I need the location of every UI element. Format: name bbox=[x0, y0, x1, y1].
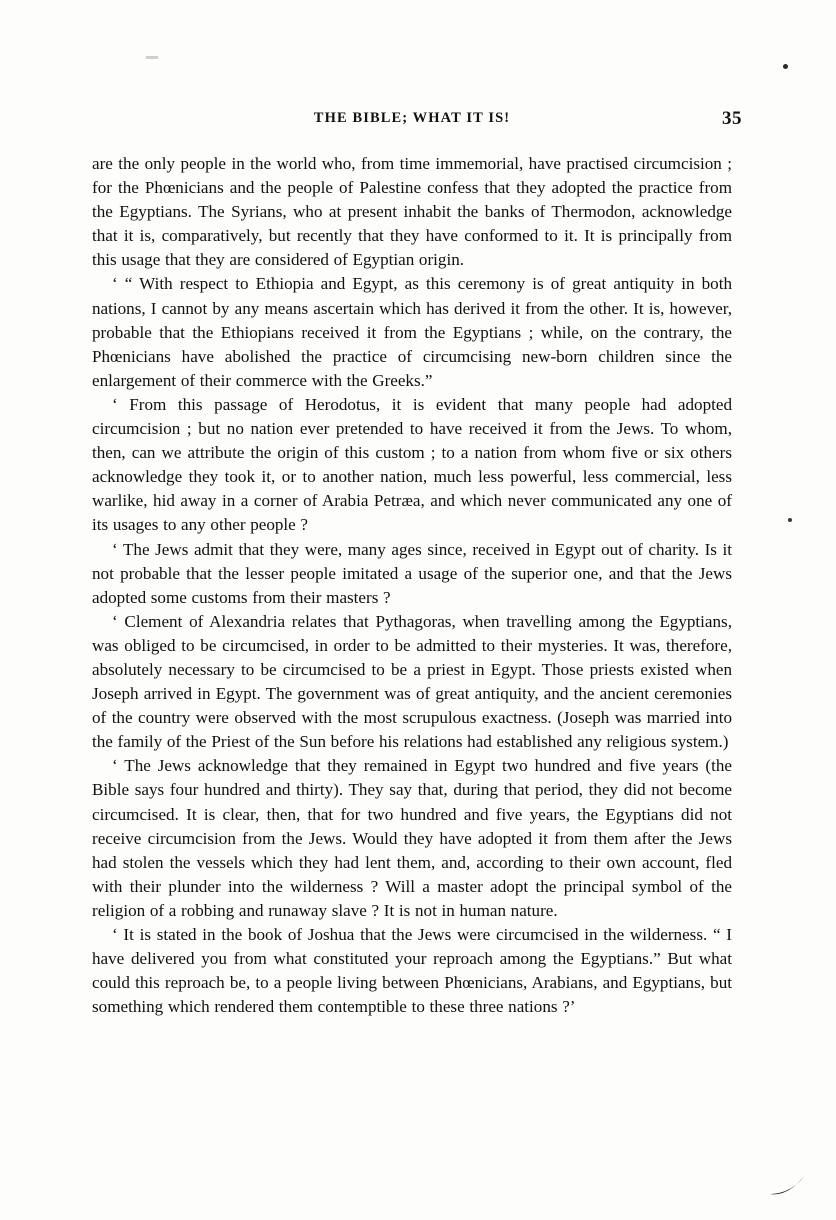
page-scan-artifact-top-right bbox=[783, 64, 788, 69]
paragraph: ‘ “ With respect to Ethiopia and Egypt, as this ceremony is of great antiquity in both nations, I cannot by any means ascertain which has derived it from the other. It is, however, probable that the Ethiopians received it from the Egyptians ; while, on the contrary, the Phœnicians have abolished the practice of circumcising new-born children since the enlargement of their commerce with the Greeks.” bbox=[92, 274, 732, 390]
page-number: 35 bbox=[722, 108, 742, 129]
paragraph: ‘ It is stated in the book of Joshua that the Jews were circumcised in the wilderness. “ I have delivered you from what constituted your reproach among the Egyptians.” But what could this reproach be, to a people living between Phœnicians, Arabians, and Egyptians, but something which rendered them contemptible to these three nations ?’ bbox=[92, 925, 732, 1017]
paragraph: ‘ From this passage of Herodotus, it is evident that many people had adopted circumcision ; but no nation ever pretended to have received it from the Jews. To whom, then, can we attribute the origin of this custom ; to a nation from whom five or six others acknowledge they took it, or to another nation, much less powerful, less commercial, less warlike, hid away in a corner of Arabia Petræa, and which never communicated any one of its usages to any other people ? bbox=[92, 394, 732, 535]
paragraph: ‘ Clement of Alexandria relates that Pythagoras, when travelling among the Egyptians, was obliged to be circumcised, in order to be admitted to their mysteries. It was, therefore, absolutely necessary to be circumcised to be a priest in Egypt. Those priests existed when Joseph arrived in Egypt. The government was of great antiquity, and the ancient ceremonies of the country were observed with the most scrupulous exactness. (Joseph was married into the family of the Priest of the Sun before his relations had established any religious system.) bbox=[92, 611, 732, 752]
paragraph: ‘ The Jews admit that they were, many ages since, received in Egypt out of charity. Is it not probable that the lesser people imitated a usage of the superior one, and that the Jews adopted some customs from their masters ? bbox=[92, 539, 732, 607]
paragraph: are the only people in the world who, from time immemorial, have practised circumcision ; for the Phœnicians and the people of Palestine confess that they adopted the practice from the Egyptians. The Syrians, who at present inhabit the banks of Thermodon, acknowledge that it is, comparatively, but recently that they have conformed to it. It is principally from this usage that they are considered of Egyptian origin. bbox=[92, 154, 732, 270]
page-scan-artifact-top-left bbox=[146, 56, 158, 59]
corner-flourish-icon bbox=[768, 1172, 808, 1198]
page-content bbox=[92, 108, 742, 1019]
paragraph: ‘ The Jews acknowledge that they remained in Egypt two hundred and five years (the Bible says four hundred and thirty). They say that, during that period, they did not become circumcised. It is clear, then, that for two hundred and five years, the Egyptians did not receive circumcision from the Jews. Would they have adopted it from them after the Jews had stolen the vessels which they had lent them, and, according to their own account, fled with their plunder into the wilderness ? Will a master adopt the principal symbol of the religion of a robbing and runaway slave ? It is not in human nature. bbox=[92, 756, 732, 920]
body-text bbox=[92, 152, 732, 1019]
running-title: THE BIBLE; WHAT IT IS! bbox=[313, 110, 511, 126]
page-scan-artifact-middle-right bbox=[788, 518, 792, 522]
running-head bbox=[92, 108, 742, 136]
